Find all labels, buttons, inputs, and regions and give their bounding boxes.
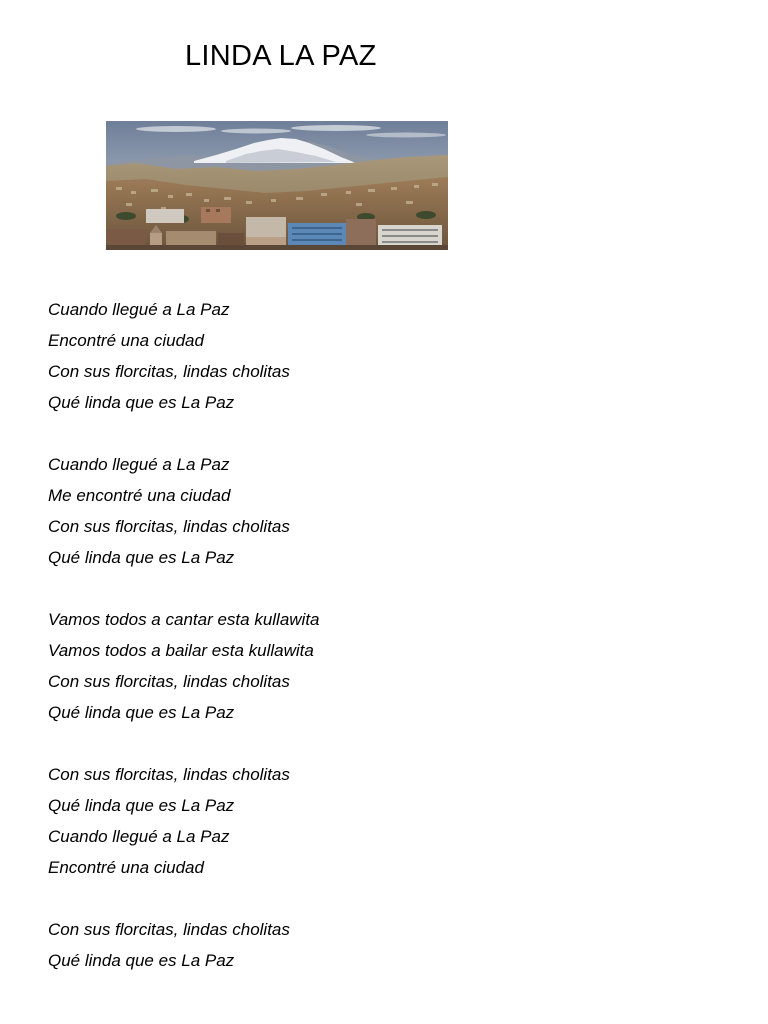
lyric-line: Qué linda que es La Paz <box>48 796 235 815</box>
stanza-3 <box>48 604 728 728</box>
lyric-line: Me encontré una ciudad <box>48 486 231 505</box>
lyric-line: Con sus florcitas, lindas cholitas <box>48 672 290 691</box>
stanza-5 <box>48 914 728 976</box>
lyric-line: Qué linda que es La Paz <box>48 393 235 412</box>
lyric-line: Qué linda que es La Paz <box>48 548 235 567</box>
lyric-line: Con sus florcitas, lindas cholitas <box>48 362 290 381</box>
stanza-2 <box>48 449 728 573</box>
lyric-line: Con sus florcitas, lindas cholitas <box>48 765 290 784</box>
lyric-line: Encontré una ciudad <box>48 331 204 350</box>
lyric-line: Con sus florcitas, lindas cholitas <box>48 920 290 939</box>
lyrics <box>48 294 728 1007</box>
lyric-line: Con sus florcitas, lindas cholitas <box>48 517 290 536</box>
lyric-line: Qué linda que es La Paz <box>48 951 235 970</box>
stanza-1 <box>48 294 728 418</box>
city-landscape-photo <box>106 121 448 250</box>
lyric-line: Vamos todos a bailar esta kullawita <box>48 641 314 660</box>
lyric-line: Cuando llegué a La Paz <box>48 300 230 319</box>
stanza-4 <box>48 759 728 883</box>
lyric-line: Encontré una ciudad <box>48 858 204 877</box>
lyric-line: Vamos todos a cantar esta kullawita <box>48 610 320 629</box>
page-title: LINDA LA PAZ <box>185 40 377 72</box>
lyric-line: Qué linda que es La Paz <box>48 703 235 722</box>
lyric-line: Cuando llegué a La Paz <box>48 827 230 846</box>
lyric-line: Cuando llegué a La Paz <box>48 455 230 474</box>
